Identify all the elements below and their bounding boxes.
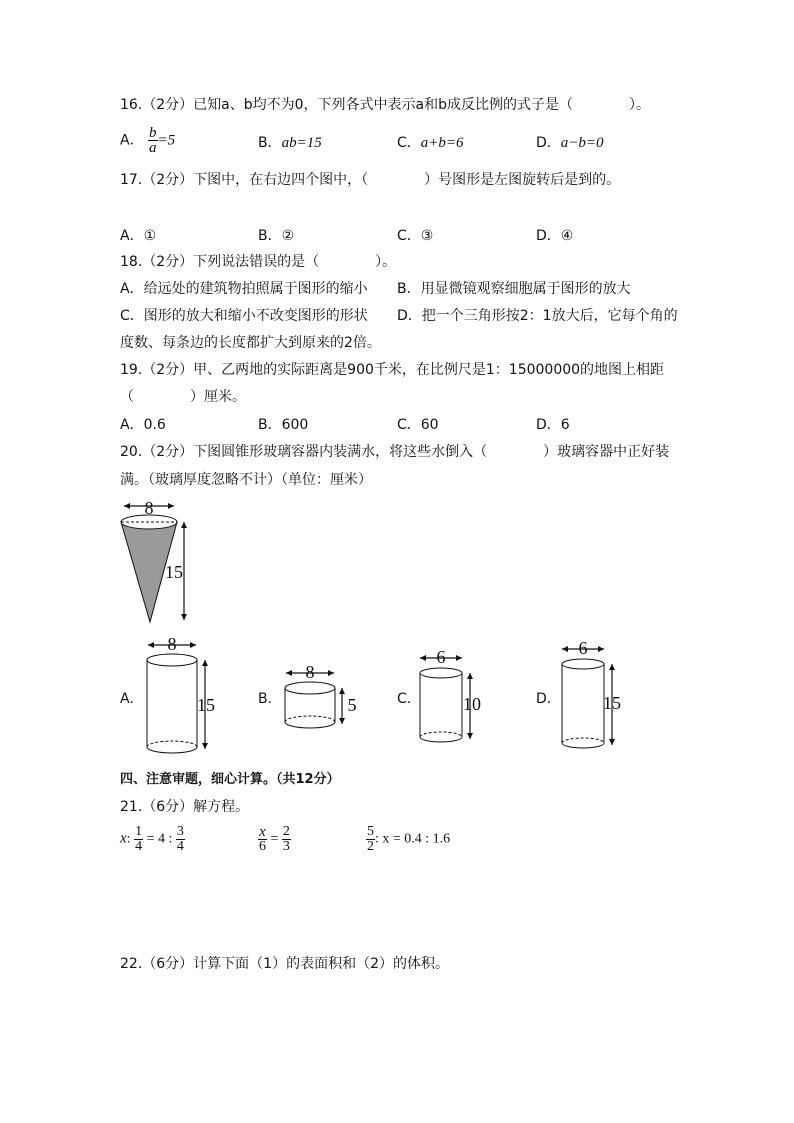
q20-option-a-label[interactable]: A. [120, 691, 134, 707]
q18-option-b[interactable]: B．用显微镜观察细胞属于图形的放大 [397, 281, 631, 297]
q20-option-c-label[interactable]: C. [397, 691, 412, 707]
q19-stem-line2: （ ）厘米。 [120, 389, 246, 405]
q17-option-a[interactable]: A．① [120, 228, 157, 244]
cylinder-c-height-label: 10 [463, 694, 481, 714]
q17-option-c[interactable]: C．③ [397, 228, 434, 244]
q20-stem-line2: 满。（玻璃厚度忽略不计）（单位：厘米） [120, 472, 372, 488]
q20-stem-line1: 20.（2分）下图圆锥形玻璃容器内装满水，将这些水倒入（ ）玻璃容器中正好装 [120, 444, 670, 460]
cone-figure [110, 495, 210, 630]
q19-option-b[interactable]: B．600 [258, 417, 309, 433]
cylinder-b-height-label: 5 [347, 695, 357, 715]
q16-a-fraction: $\frac{b}{a}$ [149, 125, 157, 156]
q19-option-a[interactable]: A．0.6 [120, 417, 166, 433]
section-4-title: 四、注意审题，细心计算。（共12分） [120, 772, 340, 787]
q17-option-d[interactable]: D．④ [536, 228, 574, 244]
q21-equation-1: x: $\frac{1}{4}$ = 4 : $\frac{3}{4}$ [120, 824, 184, 854]
q22-stem: 22.（6分）计算下面（1）的表面积和（2）的体积。 [120, 956, 449, 972]
cylinder-a-diameter-label: 8 [167, 634, 177, 654]
cylinder-b[interactable] [278, 660, 368, 735]
q18-option-d[interactable]: D．把一个三角形按2：1放大后，它每个角的 [397, 308, 678, 324]
q21-equation-3: $\frac{5}{2}$ : x = 0.4 : 1.6 [367, 824, 451, 854]
q16-stem: 16.（2分）已知a、b均不为0，下列各式中表示a和b成反比例的式子是（ ）。 [120, 97, 651, 113]
q16-option-b[interactable]: B．ab=15 [258, 135, 322, 151]
q21-stem: 21.（6分）解方程。 [120, 799, 250, 815]
q21-equation-2: $\frac{x}{6}$ = $\frac{2}{3}$ [259, 824, 290, 854]
cylinder-a-height-label: 15 [197, 695, 215, 715]
cone-diameter-label: 8 [144, 498, 154, 518]
cylinder-c[interactable] [414, 645, 494, 750]
q19-option-d[interactable]: D．6 [536, 417, 570, 433]
q16-option-a[interactable]: A． $\frac{b}{a}$ =5 [120, 125, 176, 156]
cylinder-b-diameter-label: 8 [305, 662, 315, 682]
q16-option-d[interactable]: D．a−b=0 [536, 135, 604, 151]
q19-option-c[interactable]: C．60 [397, 417, 439, 433]
cylinder-c-diameter-label: 6 [436, 647, 446, 667]
q16-option-c[interactable]: C．a+b=6 [397, 135, 464, 151]
cylinder-d-height-label: 15 [603, 693, 621, 713]
q17-stem: 17.（2分）下图中，在右边四个图中，（ ）号图形是左图旋转后是到的。 [120, 172, 621, 188]
q20-option-b-label[interactable]: B. [258, 691, 273, 707]
cylinder-d-diameter-label: 6 [578, 638, 588, 658]
q18-option-c[interactable]: C．图形的放大和缩小不改变图形的形状 [120, 308, 368, 324]
cylinder-d[interactable] [556, 636, 636, 756]
q18-option-d-cont: 度数、每条边的长度都扩大到原来的2倍。 [120, 335, 381, 351]
q18-option-a[interactable]: A．给远处的建筑物拍照属于图形的缩小 [120, 281, 368, 297]
q18-stem: 18.（2分）下列说法错误的是（ ）。 [120, 254, 397, 270]
q19-stem-line1: 19.（2分）甲、乙两地的实际距离是900千米，在比例尺是1：15000000的地图上相距 [120, 362, 665, 378]
cylinder-a[interactable] [138, 632, 228, 762]
cone-height-label: 15 [165, 562, 183, 582]
q20-option-d-label[interactable]: D. [536, 691, 552, 707]
q17-option-b[interactable]: B．② [258, 228, 295, 244]
